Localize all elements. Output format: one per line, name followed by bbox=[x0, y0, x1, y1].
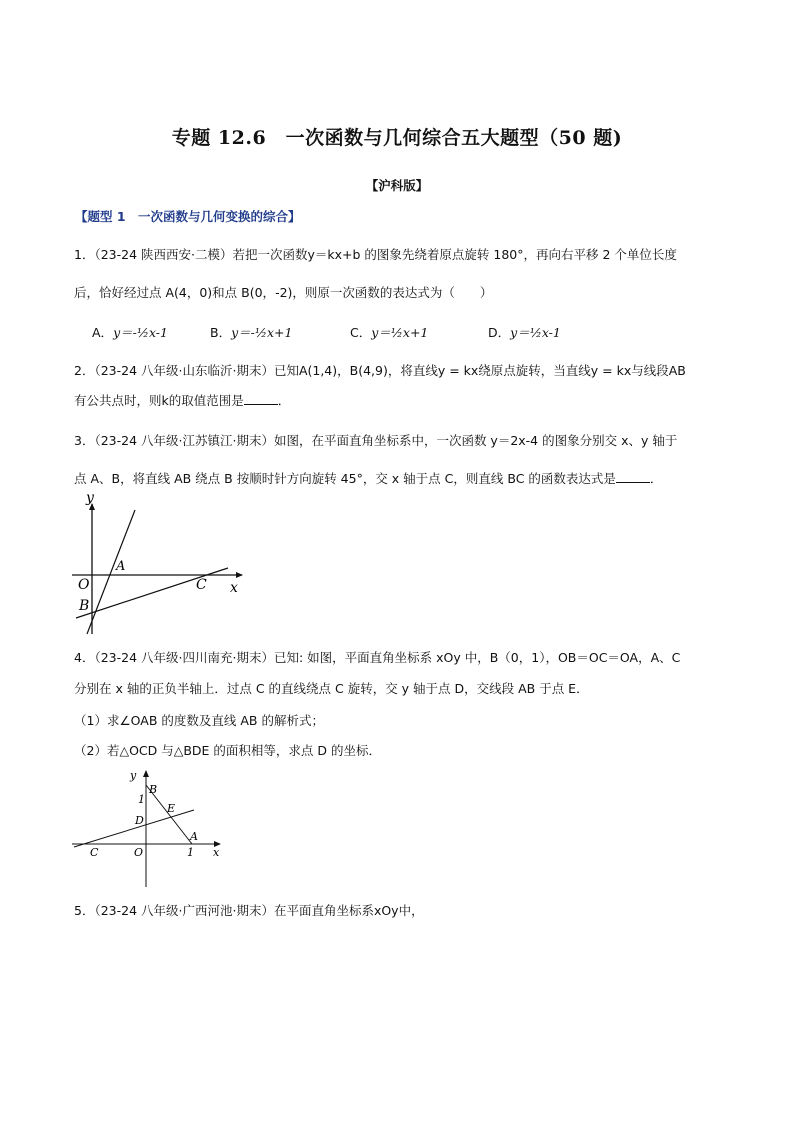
figure-q3 bbox=[70, 488, 260, 640]
question-2-end: ． bbox=[277, 393, 291, 408]
option-c-formula: y＝½x+1 bbox=[371, 325, 429, 340]
question-3-line-2 bbox=[74, 469, 662, 487]
answer-blank bbox=[244, 392, 278, 405]
label-o: O bbox=[134, 846, 144, 859]
question-1-line-2: 后，恰好经过点 A(4，0)和点 B(0，-2)，则原一次函数的表达式为（ ） bbox=[74, 285, 493, 300]
answer-blank bbox=[616, 470, 650, 483]
option-d-formula: y＝½x-1 bbox=[510, 325, 561, 340]
option-a bbox=[92, 323, 168, 341]
label-d: D bbox=[135, 814, 144, 827]
figure-q4 bbox=[70, 767, 230, 891]
option-c bbox=[350, 323, 428, 341]
line-ab bbox=[87, 510, 135, 634]
label-x: x bbox=[213, 846, 220, 859]
label-y: y bbox=[130, 769, 137, 782]
question-1-line-1: 1．（23-24 陕西西安·二模）若把一次函数y＝kx+b 的图象先绕着原点旋转 180°，再向右平移 2 个单位长度 bbox=[74, 247, 677, 262]
line-ce bbox=[74, 810, 194, 847]
question-5-line-1: 5．（23-24 八年级·广西河池·期末）在平面直角坐标系xOy中， bbox=[74, 903, 424, 918]
label-c: C bbox=[90, 846, 99, 859]
section-heading: 【题型 1 一次函数与几何变换的综合】 bbox=[75, 209, 301, 224]
option-b-formula: y＝-½x+1 bbox=[231, 325, 293, 340]
label-b: B bbox=[79, 598, 90, 614]
option-b bbox=[210, 323, 292, 341]
question-4-sub-1: （1）求∠OAB 的度数及直线 AB 的解析式； bbox=[74, 713, 324, 728]
edition-label: 【沪科版】 bbox=[365, 178, 429, 193]
question-3-line-1: 3．（23-24 八年级·江苏镇江·期末）如图，在平面直角坐标系中，一次函数 y＝2x-4 的图象分别交 x、y 轴于 bbox=[74, 433, 678, 448]
question-4-sub-2: （2）若△OCD 与△BDE 的面积相等，求点 D 的坐标． bbox=[74, 743, 381, 758]
label-b: B bbox=[149, 783, 158, 796]
option-a-label: A． bbox=[92, 325, 114, 340]
question-2-line-1: 2．（23-24 八年级·山东临沂·期末）已知A(1,4)，B(4,9)，将直线y = kx绕原点旋转，当直线y = kx与线段AB bbox=[74, 363, 686, 378]
label-c: C bbox=[196, 577, 207, 593]
question-3-end: ． bbox=[649, 471, 663, 486]
question-2-text: 有公共点时，则k的取值范围是 bbox=[74, 393, 244, 408]
question-4-line-1: 4．（23-24 八年级·四川南充·期末）已知: 如图，平面直角坐标系 xOy 中，B（0，1），OB＝OC＝OA，A、C bbox=[74, 650, 681, 665]
label-a: A bbox=[190, 830, 198, 843]
option-b-label: B． bbox=[210, 325, 232, 340]
option-c-label: C． bbox=[350, 325, 372, 340]
label-e: E bbox=[167, 802, 176, 815]
option-d bbox=[488, 323, 561, 341]
label-one-x: 1 bbox=[187, 846, 194, 859]
label-x: x bbox=[230, 580, 238, 596]
label-a: A bbox=[116, 559, 126, 574]
page-title: 专题 12.6 一次函数与几何综合五大题型（50 题) bbox=[171, 127, 623, 149]
label-o: O bbox=[78, 577, 90, 593]
label-one-y: 1 bbox=[138, 793, 145, 806]
question-2-line-2 bbox=[74, 391, 290, 409]
label-y: y bbox=[86, 490, 94, 506]
question-4-line-2: 分别在 x 轴的正负半轴上．过点 C 的直线绕点 C 旋转，交 y 轴于点 D，交线段 AB 于点 E． bbox=[74, 681, 589, 696]
option-d-label: D． bbox=[488, 325, 511, 340]
option-a-formula: y＝-½x-1 bbox=[113, 325, 168, 340]
question-3-text: 点 A、B，将直线 AB 绕点 B 按顺时针方向旋转 45°，交 x 轴于点 C，则直线 BC 的函数表达式是 bbox=[74, 471, 616, 486]
